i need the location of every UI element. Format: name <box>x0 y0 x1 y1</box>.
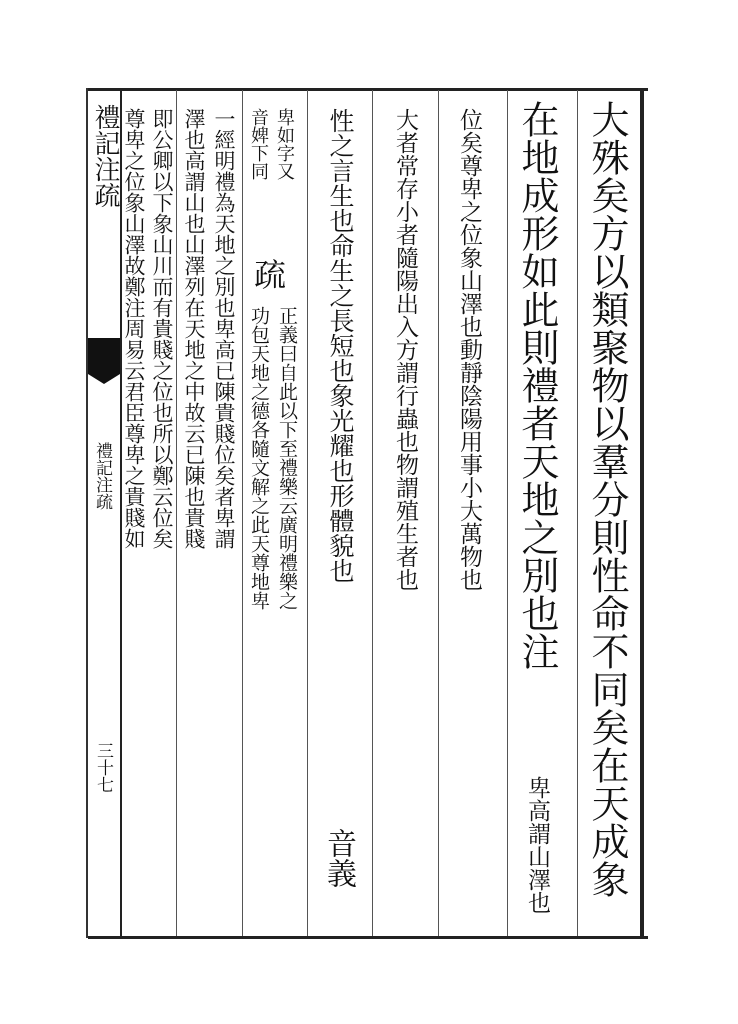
column-rule <box>242 90 243 936</box>
frame-bottom-line <box>88 936 648 939</box>
text-column-2: 在地成形如此則禮者天地之別也注 <box>515 100 559 670</box>
text-column-8b: 尊卑之位象山澤故鄭注周易云君臣尊卑之貴賤如 <box>122 108 146 549</box>
frame-top-line <box>88 88 648 91</box>
column-rule <box>507 90 508 936</box>
column-rule <box>307 90 308 936</box>
text-column-6b: 音婢下同 <box>248 108 269 180</box>
fish-tail-mark <box>88 338 120 374</box>
text-column-6c: 正義曰自此以下至禮樂云廣明禮樂之 <box>276 306 298 610</box>
text-column-6-heading: 疏 <box>249 258 287 290</box>
column-rule <box>577 90 578 936</box>
text-column-6a: 卑如字又 <box>274 108 295 180</box>
column-rule <box>372 90 373 936</box>
text-column-1: 大殊矣方以類聚物以羣分則性命不同矣在天成象 <box>585 100 629 898</box>
margin-book-title: 禮記注疏 <box>92 442 112 510</box>
margin-title: 禮記注疏 <box>90 104 120 208</box>
margin-page-number: 三十七 <box>93 742 113 793</box>
text-column-8a: 即公卿以下象山川而有貴賤之位也所以鄭云位矣 <box>150 108 174 549</box>
frame-right-line <box>640 88 644 938</box>
text-column-7b: 澤也高謂山也山澤列在天地之中故云已陳也貴賤 <box>182 108 206 549</box>
frame-left-line <box>86 88 88 938</box>
text-column-5-heading: 音義 <box>321 828 356 888</box>
text-column-5: 性之言生也命生之長短也象光耀也形體貌也 <box>326 108 355 583</box>
text-column-4: 大者常存小者隨陽出入方謂行蟲也物謂殖生者也 <box>392 108 418 591</box>
column-rule <box>438 90 439 936</box>
text-column-2-note: 卑高謂山澤也 <box>524 776 550 914</box>
column-rule <box>176 90 177 936</box>
text-column-6d: 功包天地之德各隨文解之此天尊地卑 <box>248 306 270 610</box>
text-column-7a: 一經明禮為天地之別也卑高已陳貴賤位矣者卑謂 <box>212 108 236 549</box>
text-column-3: 位矣尊卑之位象山澤也動靜陰陽用事小大萬物也 <box>456 108 482 591</box>
